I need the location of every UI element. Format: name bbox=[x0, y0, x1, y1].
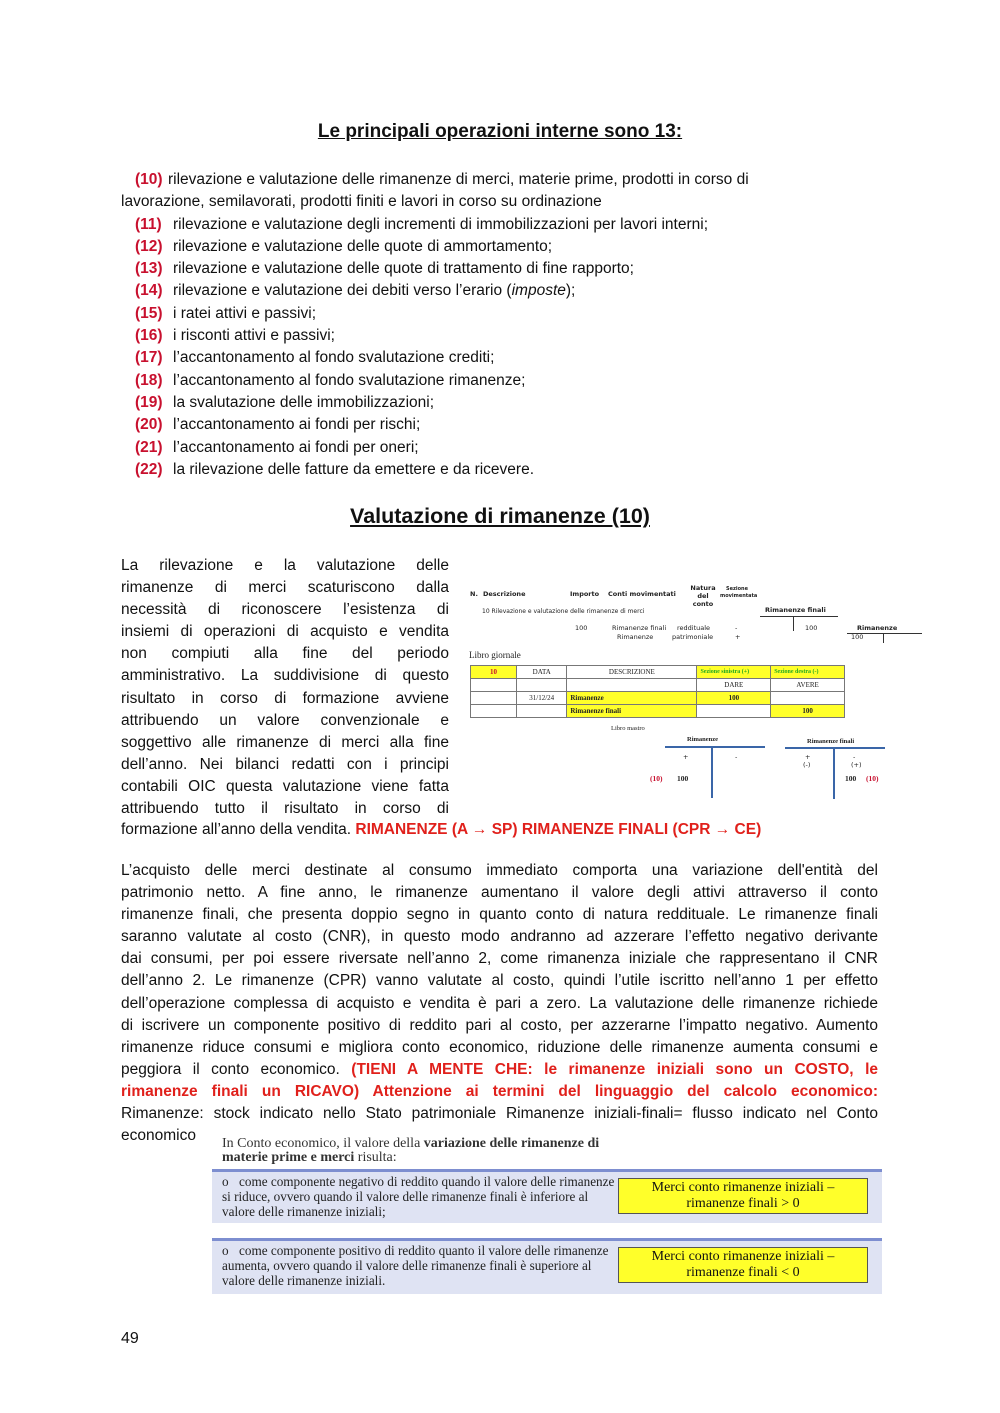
fig-hdr-importo: Importo bbox=[570, 590, 600, 598]
text-line: dell’operazione complessa di acquisto e vendita è pari a zero. La valutazione delle rimanenze richiede bbox=[121, 994, 878, 1012]
fig-natura1: reddituale bbox=[677, 624, 711, 632]
text-line: dell’anno. Nei bilanci redatti con i principi bbox=[121, 755, 449, 773]
list-item: (21) l’accantonamento ai fondi per oneri; bbox=[135, 438, 419, 456]
text-line: non compiuti alla fine del periodo bbox=[121, 645, 449, 663]
t-rim-fin-title: Rimanenze finali bbox=[765, 606, 826, 614]
t-account-line bbox=[760, 616, 838, 617]
list-item: (15) i ratei attivi e passivi; bbox=[135, 304, 316, 322]
text-line: di iscrivere un componente positivo di reddito pari al costo, per azzerarne l’impatto negativo. Aumento bbox=[121, 1016, 878, 1034]
box-item-positive: o come componente positivo di reddito quanto il valore delle rimanenze aumenta, ovvero quando il valore delle rimanenze finali è superiore al valore delle rimanenze iniziali. bbox=[222, 1243, 609, 1288]
fig-sez2: + bbox=[735, 633, 741, 641]
list-item: (22) la rilevazione delle fatture da emettere e da ricevere. bbox=[135, 460, 535, 478]
journal-col-descr: DESCRIZIONE bbox=[567, 666, 697, 679]
text-line: dai consumi, per poi essere riversate nell’anno 2, come rimanenza iniziale che rappresentano il CNR bbox=[121, 950, 878, 968]
fig-hdr-descr: Descrizione bbox=[483, 590, 526, 598]
journal-col-data: DATA bbox=[517, 666, 567, 679]
mastro-fin-title: Rimanenze finali bbox=[807, 738, 855, 745]
journal-dare: DARE bbox=[697, 679, 771, 692]
page-number: 49 bbox=[121, 1330, 139, 1347]
list-item: (18) l’accantonamento al fondo svalutazione rimanenze; bbox=[135, 371, 526, 389]
text-line: necessità di riconoscere l’esistenza di bbox=[121, 601, 449, 619]
t-account-line bbox=[793, 616, 794, 631]
text-line: dell’anno 2. Le rimanenze (CPR) vanno valutate al costo, quindi l’utile iscritto nell’anno 1 per effetto bbox=[121, 972, 878, 990]
mastro-t-line bbox=[711, 746, 713, 798]
ledger-figure bbox=[465, 578, 925, 808]
journal-row2-value: 100 bbox=[771, 705, 845, 718]
mastro-rim-title: Rimanenze bbox=[687, 736, 719, 743]
mastro-rim-value: 100 bbox=[677, 774, 689, 783]
box-item-negative: o come componente negativo di reddito quando il valore delle rimanenze si riduce, ovvero quando il valore delle rimanenze finali è inferiore al valore delle rimanenze iniziali; bbox=[222, 1174, 615, 1219]
text-line: amministrativo. La suddivisione di questo bbox=[121, 667, 449, 685]
list-item: (10) rilevazione e valutazione delle rimanenze di merci, materie prime, prodotti in corso di bbox=[135, 171, 749, 188]
list-item: (17) l’accantonamento al fondo svalutazione crediti; bbox=[135, 349, 495, 367]
fig-natura2: patrimoniale bbox=[672, 633, 714, 641]
t-rim-title: Rimanenze bbox=[857, 624, 898, 632]
variation-box bbox=[212, 1135, 882, 1293]
list-item-continuation: lavorazione, semilavorati, prodotti finiti e lavori in corso su ordinazione bbox=[121, 193, 602, 211]
text-line: attribuendo un valore convenzionale e bbox=[121, 711, 449, 729]
mastro-t-line bbox=[665, 746, 765, 748]
text-line: rimanenze di merci scaturiscono dalla bbox=[121, 579, 449, 597]
fig-sez1: - bbox=[735, 624, 738, 632]
intro-paragraph bbox=[121, 555, 449, 820]
mastro-rim-plus: + bbox=[683, 753, 689, 761]
formula-positive: Merci conto rimanenze iniziali – rimanenze finali < 0 bbox=[618, 1247, 868, 1283]
bullet-icon: o bbox=[222, 1243, 229, 1258]
box-panel-positive bbox=[212, 1238, 882, 1294]
list-item: (19) la svalutazione delle immobilizzazioni; bbox=[135, 393, 435, 411]
list-item: (16) i risconti attivi e passivi; bbox=[135, 327, 335, 345]
text-line: La rilevazione e la valutazione delle bbox=[121, 557, 449, 574]
journal-table bbox=[470, 665, 845, 718]
intro-paragraph-end: formazione all’anno della vendita. RIMANENZE (A → SP) RIMANENZE FINALI (CPR → CE) bbox=[121, 821, 762, 838]
page-heading: Le principali operazioni interne sono 13: bbox=[317, 121, 683, 142]
fig-hdr-n: N. bbox=[470, 590, 478, 598]
libro-mastro-label: Libro mastro bbox=[611, 725, 645, 732]
text-line: insiemi di operazioni di acquisto e vendita bbox=[121, 623, 449, 641]
box-panel-negative bbox=[212, 1169, 882, 1223]
text-line: saranno valutate al costo (CNR), in questo modo andranno ad azzerare l’effetto negativo derivante bbox=[121, 928, 878, 946]
text-line: rimanenze riduce consumi e migliora conto economico, riduzione delle rimanenze aumenta consumi e bbox=[121, 1038, 878, 1056]
text-line: risultato in corso di formazione avviene bbox=[121, 689, 449, 707]
journal-row2-account: Rimanenze finali bbox=[567, 705, 697, 718]
list-item: (13) rilevazione e valutazione delle quote di trattamento di fine rapporto; bbox=[135, 260, 634, 278]
journal-num: 10 bbox=[471, 666, 517, 679]
list-item: (11) rilevazione e valutazione degli incrementi di immobilizzazioni per lavori interni; bbox=[135, 215, 708, 233]
mastro-fin-ref: (10) bbox=[866, 774, 879, 783]
formula-negative: Merci conto rimanenze iniziali – rimanenze finali > 0 bbox=[618, 1178, 868, 1214]
body-paragraph bbox=[121, 860, 878, 1147]
list-item: (12) rilevazione e valutazione delle quote di ammortamento; bbox=[135, 237, 553, 255]
journal-avere: AVERE bbox=[771, 679, 845, 692]
fig-hdr-natura: Natura del conto bbox=[690, 584, 716, 608]
mastro-fin-value: 100 bbox=[845, 774, 857, 783]
text-line: Rimanenze: stock indicato nello Stato patrimoniale Rimanenze iniziali-finali= flusso indicato nel Conto bbox=[121, 1105, 878, 1123]
list-item: (14) rilevazione e valutazione dei debiti verso l’erario (imposte); bbox=[135, 282, 576, 300]
text-line: peggiora il conto economico. (TIENI A MENTE CHE: le rimanenze iniziali sono un COSTO, le bbox=[121, 1060, 878, 1078]
text-line: soggettivo alle rimanenze di merci alla fine bbox=[121, 733, 449, 751]
text-line: attribuendo tutto il risultato in corso di bbox=[121, 800, 449, 818]
mastro-fin-right-sign: (+) bbox=[851, 761, 862, 769]
t-rim-fin-value: 100 bbox=[805, 624, 818, 632]
fig-conto2: Rimanenze bbox=[617, 633, 654, 641]
text-line: patrimonio netto. A fine anno, le rimanenze aumentano il valore degli attivi attraverso il conto bbox=[121, 884, 878, 902]
text-line: rimanenze finali, che presenta doppio segno in quanto conto di natura reddituale. Le rimanenze finali bbox=[121, 906, 878, 924]
journal-row1-value: 100 bbox=[697, 692, 771, 705]
fig-row-title: 10 Rilevazione e valutazione delle rimanenze di merci bbox=[482, 608, 645, 615]
journal-row1-account: Rimanenze bbox=[567, 692, 697, 705]
journal-date: 31/12/24 bbox=[517, 692, 567, 705]
fig-hdr-sezione: Sezione movimentata bbox=[720, 586, 758, 599]
section-title: Valutazione di rimanenze (10) bbox=[350, 504, 650, 528]
list-item: (20) l’accantonamento ai fondi per rischi; bbox=[135, 416, 421, 434]
mastro-t-line bbox=[785, 747, 885, 749]
fig-hdr-conti: Conti movimentati bbox=[608, 590, 676, 598]
libro-giornale-label: Libro giornale bbox=[469, 650, 521, 660]
fig-importo: 100 bbox=[575, 624, 588, 632]
mastro-t-line bbox=[833, 747, 835, 799]
box-intro: In Conto economico, il valore della variazione delle rimanenze di materie prime e merci risulta: bbox=[222, 1136, 600, 1165]
journal-col-sinistra: Sezione sinistra (+) bbox=[697, 666, 771, 679]
highlight-text: (TIENI A MENTE CHE: le rimanenze iniziali sono un COSTO, le bbox=[351, 1060, 878, 1078]
highlight-text: RIMANENZE (A → SP) RIMANENZE FINALI (CPR → CE) bbox=[355, 821, 762, 838]
mastro-fin-left-sign: (-) bbox=[803, 761, 811, 769]
mastro-fin-minus: - bbox=[853, 753, 856, 761]
fig-conto1: Rimanenze finali bbox=[612, 624, 667, 632]
text-line: economico bbox=[121, 1127, 196, 1145]
journal-col-destra: Sezione destra (-) bbox=[771, 666, 845, 679]
bullet-icon: o bbox=[222, 1174, 229, 1189]
text-line: contabili OIC questa valutazione viene fatta bbox=[121, 777, 449, 795]
operations-list bbox=[121, 169, 881, 481]
t-account-line bbox=[883, 633, 884, 643]
mastro-rim-ref: (10) bbox=[650, 774, 663, 783]
text-line: L’acquisto delle merci destinate al consumo immediato comporta una variazione dell'entità del bbox=[121, 862, 878, 879]
t-rim-value: 100 bbox=[851, 633, 864, 641]
highlight-text: rimanenze finali un RICAVO) Attenzione ai termini del linguaggio del calcolo economico: bbox=[121, 1082, 878, 1100]
mastro-rim-minus: - bbox=[735, 753, 738, 761]
mastro-fin-plus: + bbox=[805, 753, 811, 761]
